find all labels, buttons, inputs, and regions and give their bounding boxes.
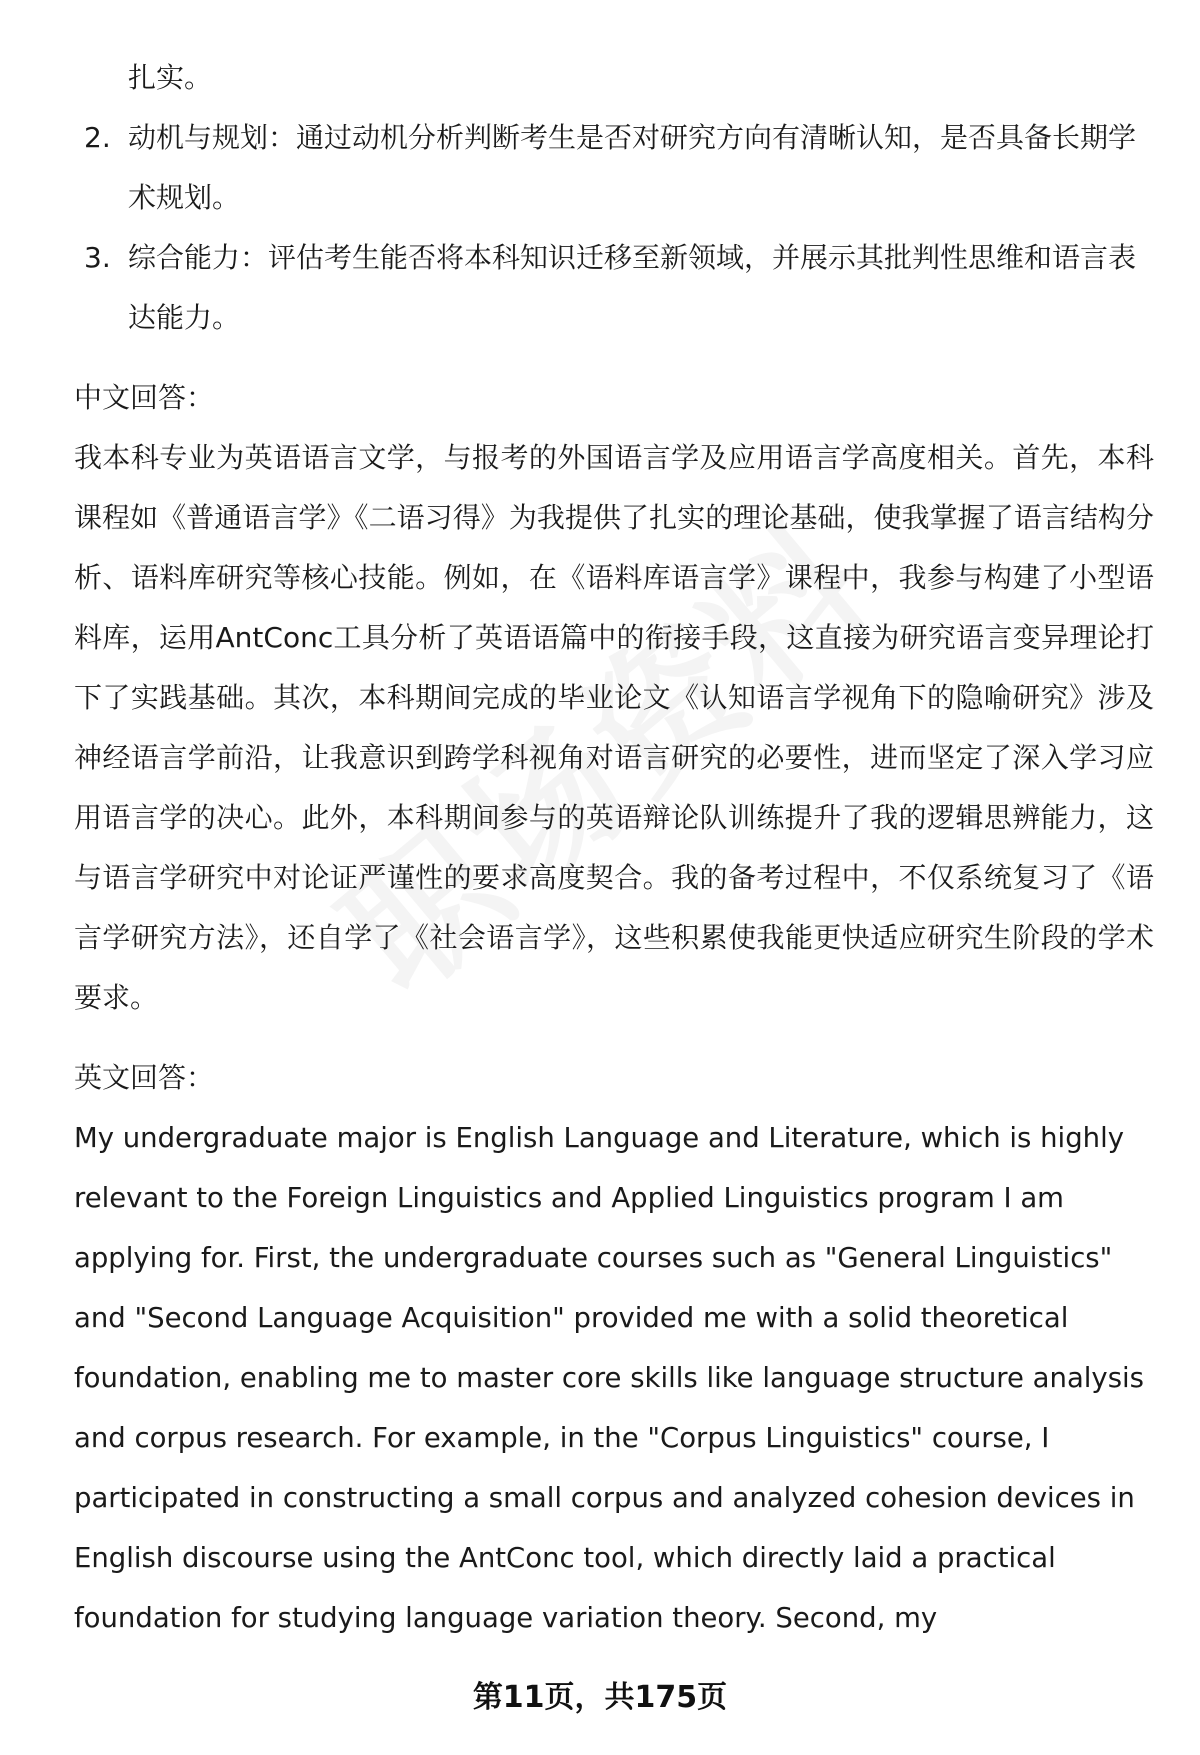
page-content	[74, 48, 1154, 1648]
list-item-number: 3.	[84, 241, 111, 274]
chinese-answer-label: 中文回答：	[74, 381, 215, 414]
english-answer-label: 英文回答：	[74, 1061, 215, 1094]
page-number: 第11页，共175页	[472, 1680, 728, 1715]
criteria-list	[74, 108, 1154, 348]
list-item	[74, 108, 1154, 228]
chinese-answer-text: 我本科专业为英语语言文学，与报考的外国语言学及应用语言学高度相关。首先，本科课程如《普通语言学》《二语习得》为我提供了扎实的理论基础，使我掌握了语言结构分析、语料库研究等核心技能。例如，在《语料库语言学》课程中，我参与构建了小型语料库，运用AntConc工具分析了英语语篇中的衔接手段，这直接为研究语言变异理论打下了实践基础。其次，本科期间完成的毕业论文《认知语言学视角下的隐喻研究》涉及神经语言学前沿，让我意识到跨学科视角对语言研究的必要性，进而坚定了深入学习应用语言学的决心。此外，本科期间参与的英语辩论队训练提升了我的逻辑思辨能力，这与语言学研究中对论证严谨性的要求高度契合。我的备考过程中，不仅系统复习了《语言学研究方法》，还自学了《社会语言学》，这些积累使我能更快适应研究生阶段的学术要求。	[74, 441, 1154, 1014]
list-item-text: 动机与规划：通过动机分析判断考生是否对研究方向有清晰认知，是否具备长期学术规划。	[128, 121, 1137, 214]
list-item-number: 2.	[84, 121, 111, 154]
list-item-text: 综合能力：评估考生能否将本科知识迁移至新领域，并展示其批判性思维和语言表达能力。	[128, 241, 1137, 334]
list-item	[74, 228, 1154, 348]
english-answer-text: My undergraduate major is English Language and Literature, which is highly relevant to the Foreign Linguistics and Applied Linguistics program I am applying for. First, the undergraduate courses such as "General Linguistics" and "Second Language Acquisition" provided me with a solid theoretical foundation, enabling me to master core skills like language structure analysis and corpus research. For example, in the "Corpus Linguistics" course, I participated in constructing a small corpus and analyzed cohesion devices in English discourse using the AntConc tool, which directly laid a practical foundation for studying language variation theory. Second, my	[74, 1122, 1145, 1634]
list-item-continuation: 扎实。	[128, 61, 213, 94]
